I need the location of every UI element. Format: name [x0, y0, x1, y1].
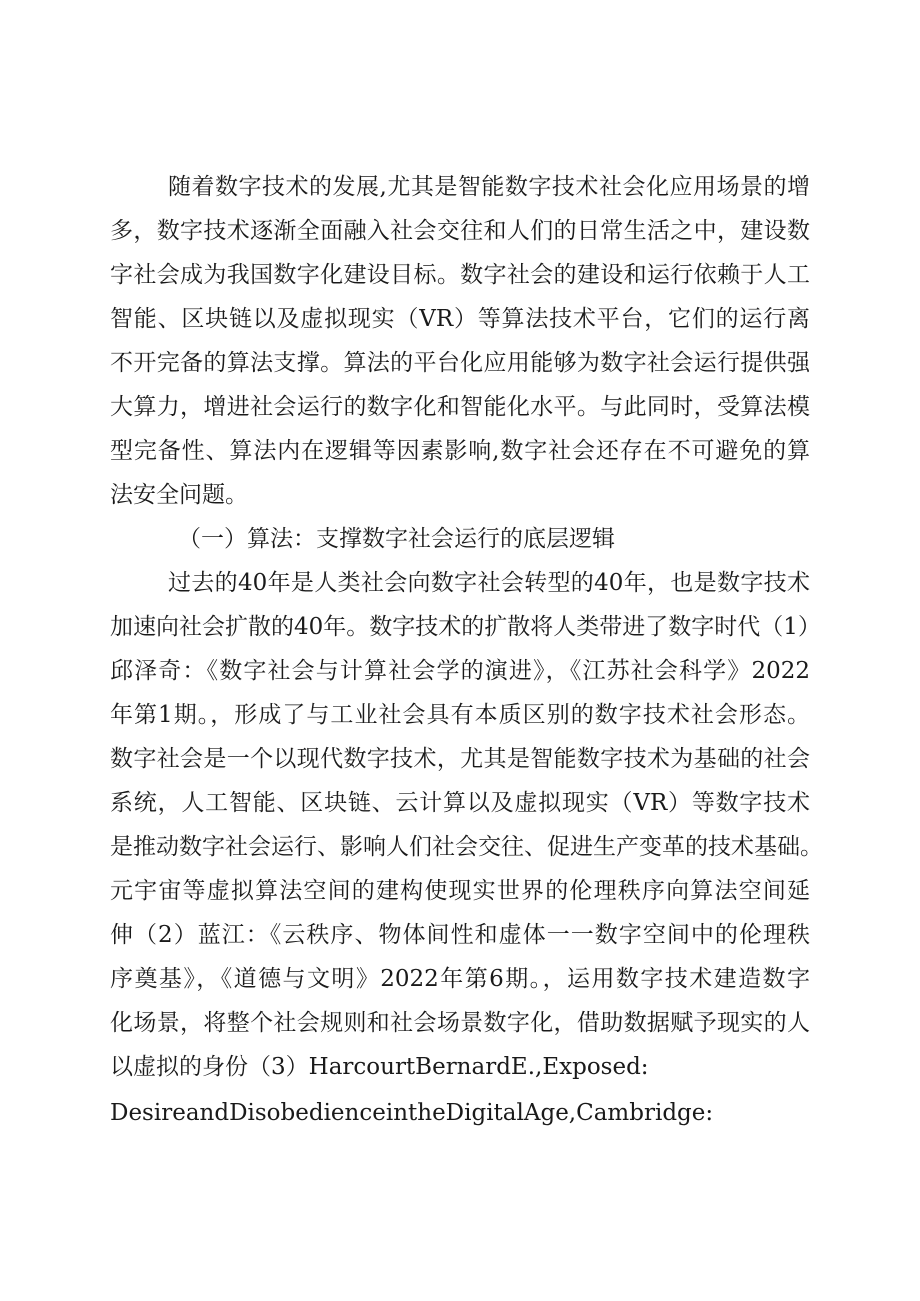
- paragraph-2-line-11: 化场景，将整个社会规则和社会场景数字化，借助数据赋予现实的人: [110, 1010, 810, 1036]
- paragraph-1-line-5: 不开完备的算法支撑。算法的平台化应用能够为数字社会运行提供强: [110, 350, 810, 376]
- paragraph-2-line-8: 元宇宙等虚拟算法空间的建构使现实世界的伦理秩序向算法空间延: [110, 878, 810, 904]
- paragraph-1-line-2: 多，数字技术逐渐全面融入社会交往和人们的日常生活之中，建设数: [110, 218, 810, 244]
- paragraph-2-line-2: 加速向社会扩散的40年。数字技术的扩散将人类带进了数字时代（1）: [110, 614, 821, 640]
- paragraph-1-line-3: 字社会成为我国数字化建设目标。数字社会的建设和运行依赖于人工: [110, 262, 810, 288]
- paragraph-2-line-6: 系统，人工智能、区块链、云计算以及虚拟现实（VR）等数字技术: [110, 790, 810, 816]
- paragraph-2-line-4: 年第1期。，形成了与工业社会具有本质区别的数字技术社会形态。: [110, 702, 810, 728]
- paragraph-2-line-13: DesireandDisobedienceintheDigitalAge,Cambridge:: [110, 1100, 714, 1126]
- paragraph-2-line-5: 数字社会是一个以现代数字技术，尤其是智能数字技术为基础的社会: [110, 746, 810, 772]
- paragraph-1-line-6: 大算力，增进社会运行的数字化和智能化水平。与此同时，受算法模: [110, 394, 810, 420]
- paragraph-2-line-12: 以虚拟的身份（3）HarcourtBernardE.,Exposed:: [110, 1054, 649, 1080]
- paragraph-2-line-7: 是推动数字社会运行、影响人们社会交往、促进生产变革的技术基础。: [110, 834, 823, 860]
- paragraph-2-line-10: 序奠基》，《道德与文明》2022年第6期。，运用数字技术建造数字: [110, 966, 810, 992]
- paragraph-2-line-3: 邱泽奇：《数字社会与计算社会学的演进》，《江苏社会科学》2022: [110, 658, 810, 684]
- paragraph-1-line-8: 法安全问题。: [110, 482, 248, 508]
- section-heading: （一）算法：支撑数字社会运行的底层逻辑: [178, 526, 615, 552]
- paragraph-1-line-7: 型完备性、算法内在逻辑等因素影响,数字社会还存在不可避免的算: [110, 438, 810, 464]
- paragraph-2-line-1: 过去的40年是人类社会向数字社会转型的40年，也是数字技术: [168, 570, 810, 596]
- paragraph-1-line-4: 智能、区块链以及虚拟现实（VR）等算法技术平台，它们的运行离: [110, 306, 810, 332]
- paragraph-1-line-1: 随着数字技术的发展,尤其是智能数字技术社会化应用场景的增: [168, 174, 810, 200]
- paragraph-2-line-9: 伸（2）蓝江：《云秩序、物体间性和虚体一一数字空间中的伦理秩: [110, 922, 810, 948]
